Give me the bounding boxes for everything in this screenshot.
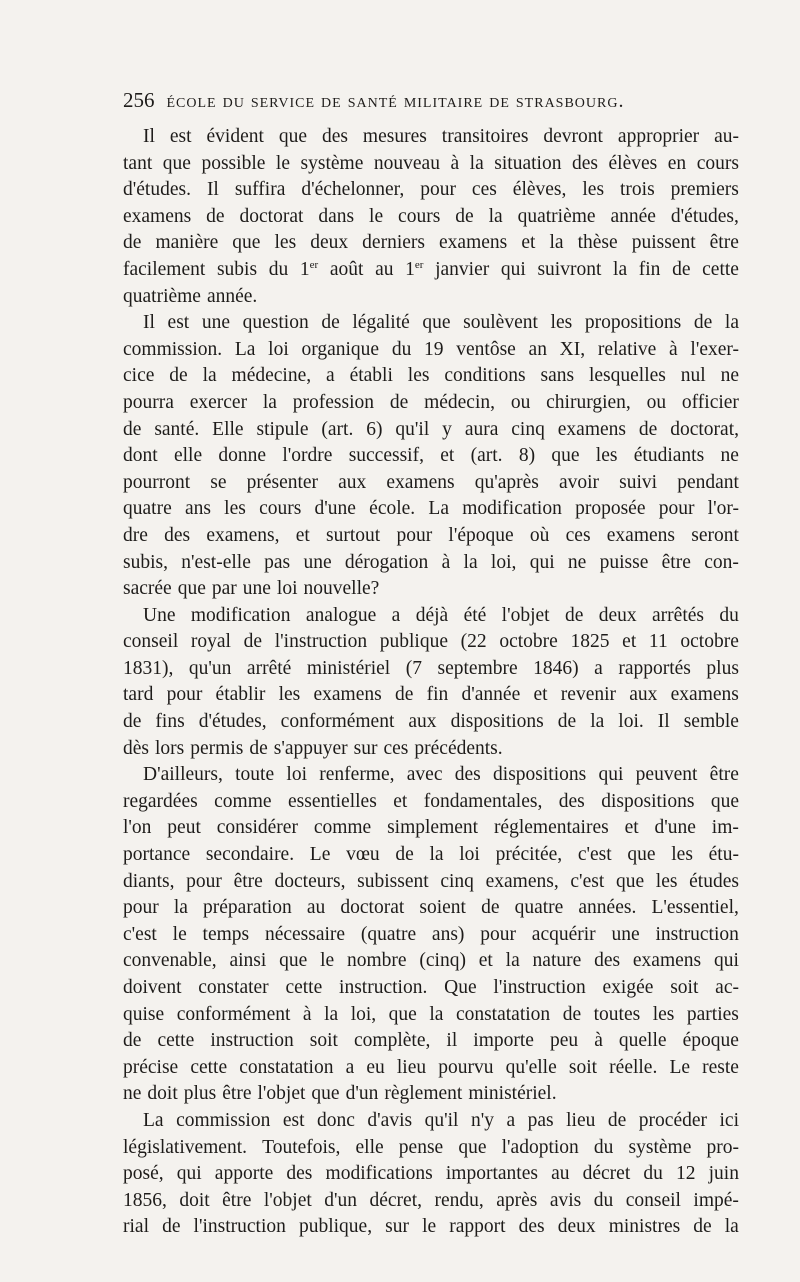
text-line: c'est le temps nécessaire (quatre ans) pour acquérir une instruction [123,923,739,945]
text-line: de fins d'études, conformément aux dispositions de la loi. Il semble [123,711,739,733]
text-line: précise cette constatation a eu lieu pourvu qu'elle soit réelle. Le reste [123,1056,739,1078]
text-line: de cette instruction soit complète, il importe peu à quelle époque [123,1030,739,1052]
text-line: rial de l'instruction publique, sur le rapport des deux ministres de la [123,1216,739,1238]
text-line: subis, n'est-elle pas une dérogation à la loi, qui ne puisse être con- [123,551,739,573]
text-line: de santé. Elle stipule (art. 6) qu'il y aura cinq examens de doctorat, [123,418,739,440]
text-line: convenable, ainsi que le nombre (cinq) et la nature des examens qui [123,950,739,972]
text-line: ne doit plus être l'objet que d'un règlement ministériel. [123,1083,557,1105]
text-line: d'études. Il suffira d'échelonner, pour ces élèves, les trois premiers [123,179,739,201]
page-number: 256 [123,88,155,112]
text-line: facilement subis du 1er août au 1er janvier qui suivront la fin de cette [123,258,739,280]
text-line: pourront se présenter aux examens qu'après avoir suivi pendant [123,471,739,493]
text-line: La commission est donc d'avis qu'il n'y a pas lieu de procéder ici [143,1109,739,1131]
text-line: cice de la médecine, a établi les conditions sans lesquelles nul ne [123,365,739,387]
body-text [123,124,739,1241]
text-line: regardées comme essentielles et fondamentales, des dispositions que [123,790,739,812]
text-line: 1831), qu'un arrêté ministériel (7 septembre 1846) a rapportés plus [123,657,739,679]
text-line: sacrée que par une loi nouvelle? [123,578,380,600]
text-line: conseil royal de l'instruction publique (22 octobre 1825 et 11 octobre [123,631,739,653]
text-line: dre des examens, et surtout pour l'époque où ces examens seront [123,524,739,546]
text-line: 1856, doit être l'objet d'un décret, rendu, après avis du conseil impé- [123,1189,739,1211]
text-line: examens de doctorat dans le cours de la quatrième année d'études, [123,205,739,227]
text-line: pourra exercer la profession de médecin, ou chirurgien, ou officier [123,391,739,413]
text-line: Il est une question de légalité que soulèvent les propositions de la [143,312,739,334]
text-line: Il est évident que des mesures transitoires devront approprier au- [143,126,739,147]
text-line: pour la préparation au doctorat soient de quatre années. L'essentiel, [123,897,739,919]
text-line: tard pour établir les examens de fin d'année et revenir aux examens [123,684,739,706]
text-line: doivent constater cette instruction. Que l'instruction exigée soit ac- [123,977,739,998]
text-line: portance secondaire. Le vœu de la loi précitée, c'est que les étu- [123,844,739,866]
text-line: dès lors permis de s'appuyer sur ces précédents. [123,737,503,759]
running-head [123,88,723,112]
running-title: école du service de santé militaire de strasbourg. [166,90,625,112]
text-line: tant que possible le système nouveau à la situation des élèves en cours [123,152,739,174]
text-line: l'on peut considérer comme simplement réglementaires et d'une im- [123,817,739,839]
text-line: quatrième année. [123,285,258,307]
text-line: commission. La loi organique du 19 ventôse an XI, relative à l'exer- [123,338,739,360]
text-line: posé, qui apporte des modifications importantes au décret du 12 juin [123,1163,739,1185]
text-line: quise conformément à la loi, que la constatation de toutes les parties [123,1003,739,1025]
text-line: Une modification analogue a déjà été l'objet de deux arrêtés du [143,604,739,626]
text-line: de manière que les deux derniers examens et la thèse puissent être [123,232,739,254]
text-line: quatre ans les cours d'une école. La modification proposée pour l'or- [123,498,739,520]
text-line: D'ailleurs, toute loi renferme, avec des dispositions qui peuvent être [143,764,739,786]
text-line: dont elle donne l'ordre successif, et (art. 8) que les étudiants ne [123,445,739,467]
text-line: législativement. Toutefois, elle pense que l'adoption du système pro- [123,1136,739,1158]
text-line: diants, pour être docteurs, subissent cinq examens, c'est que les études [123,870,739,892]
